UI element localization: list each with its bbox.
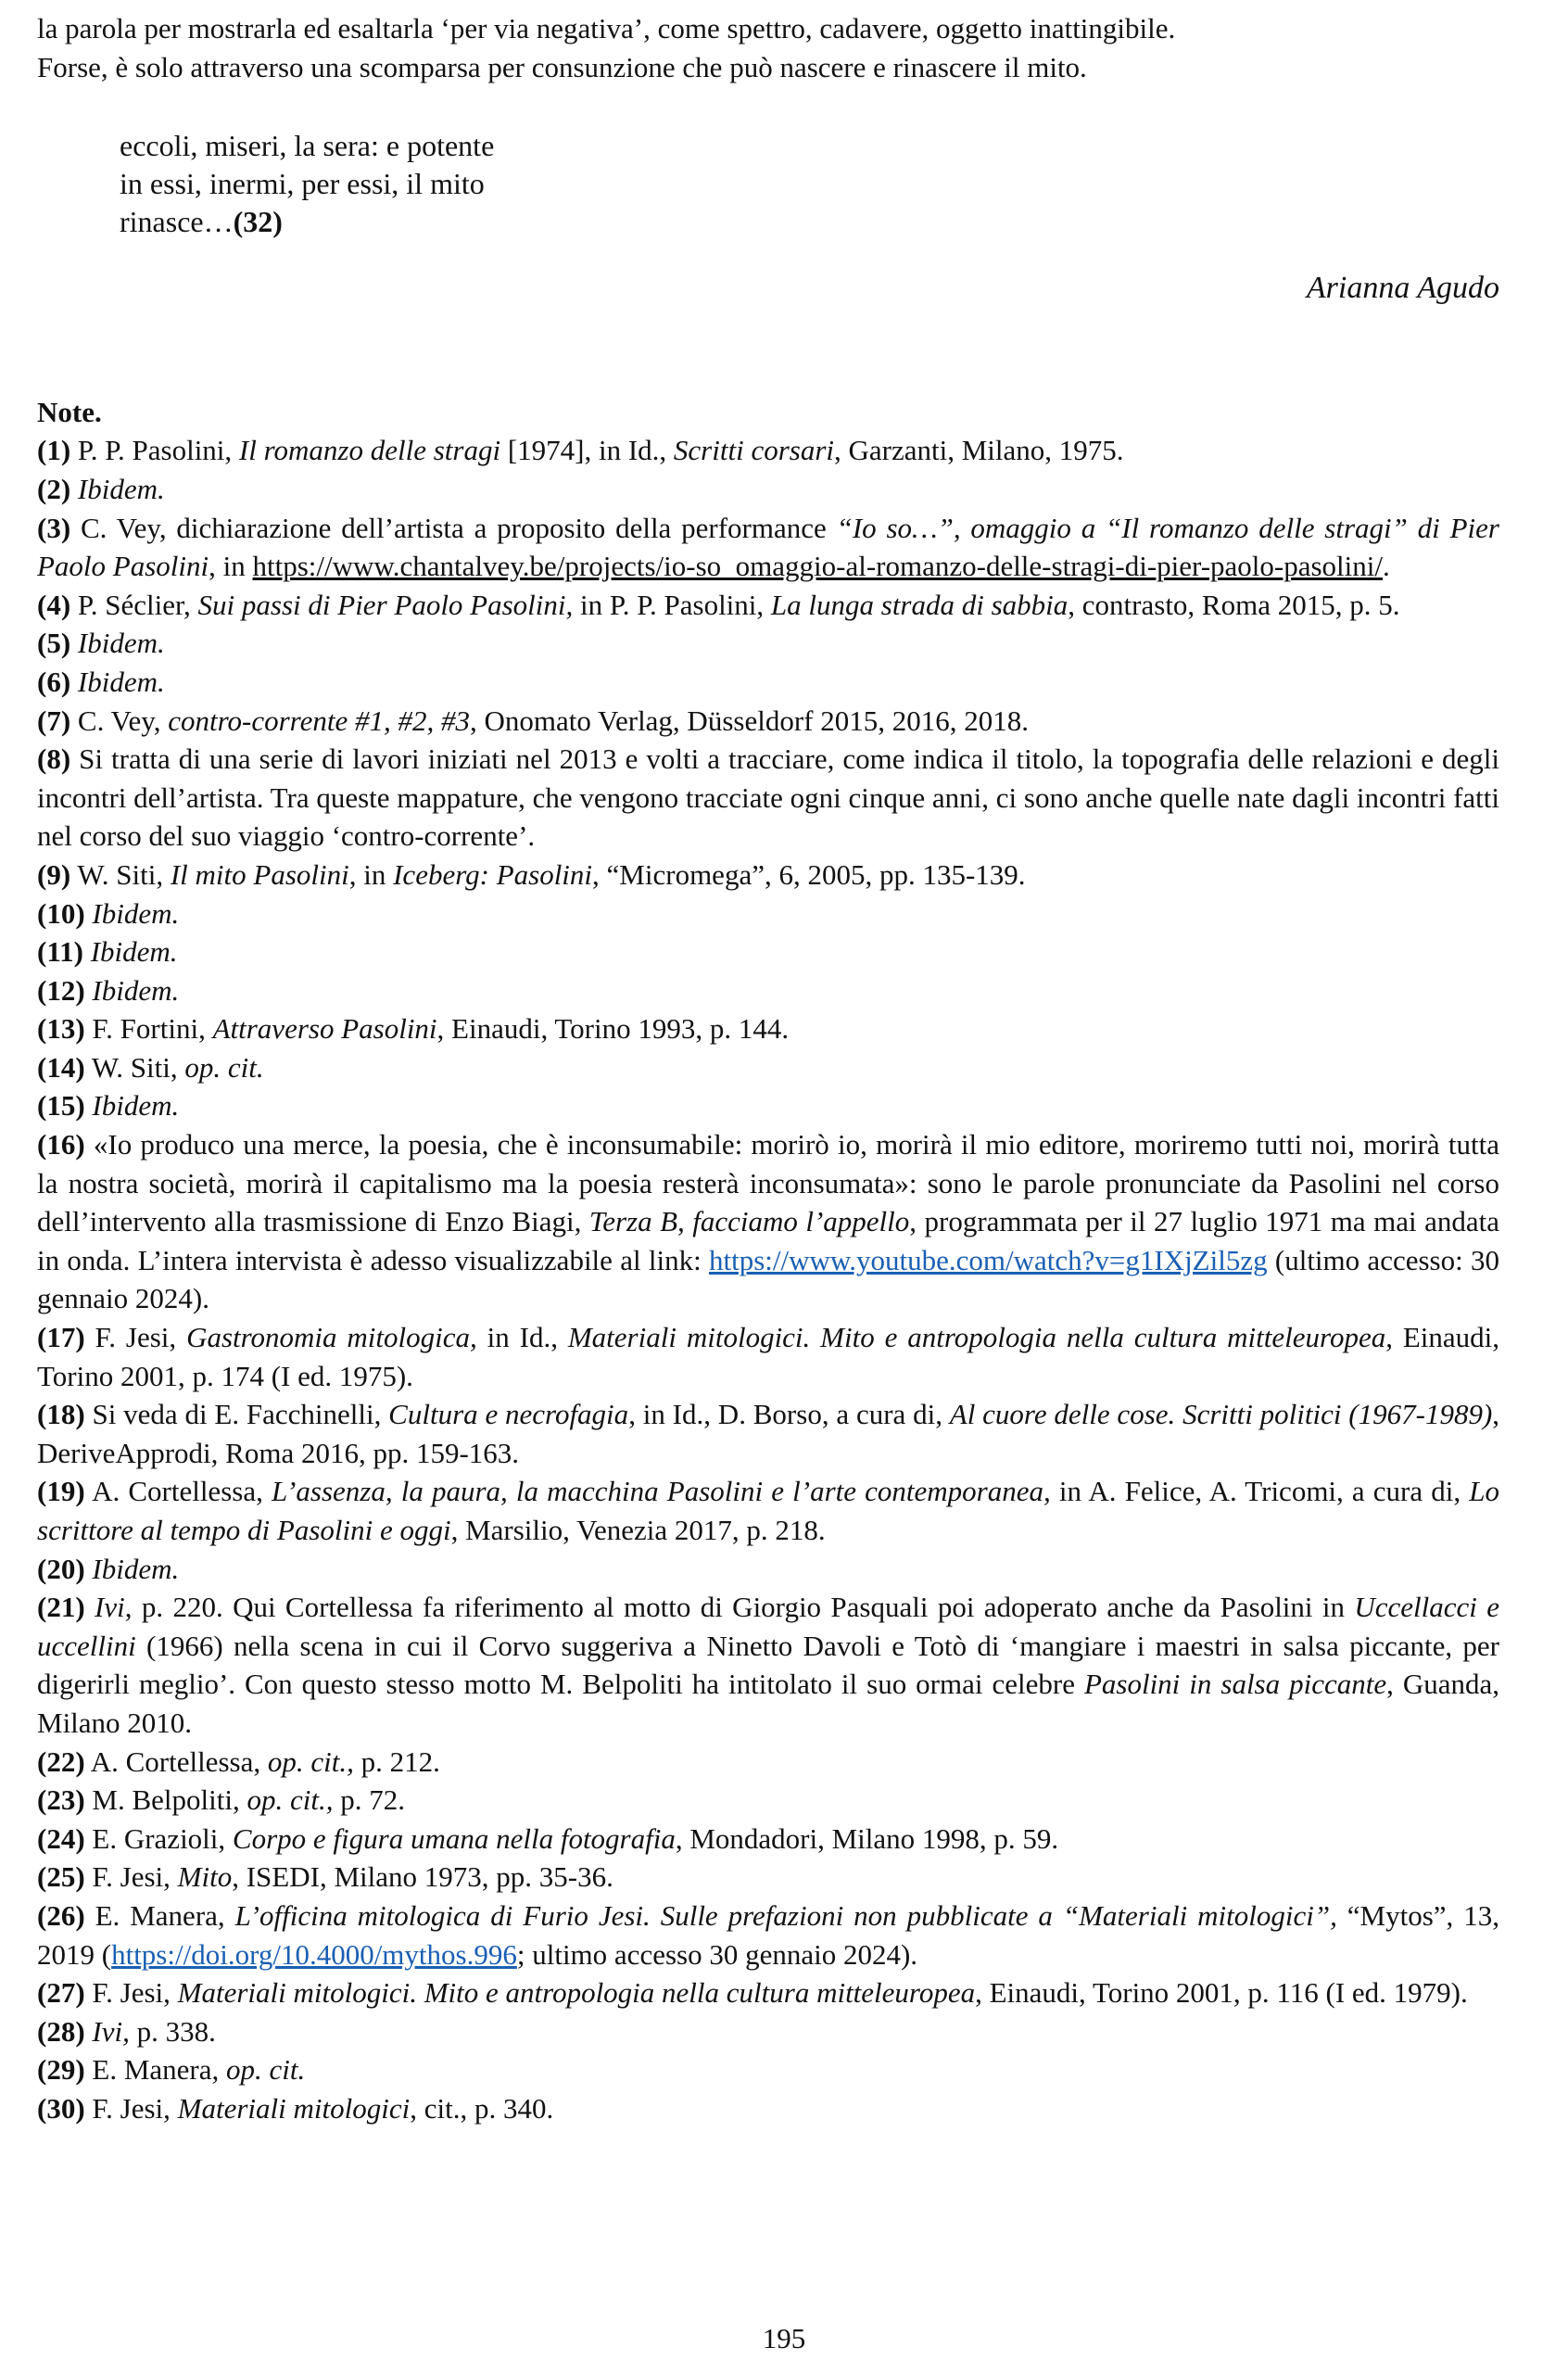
note-23: (23) M. Belpoliti, op. cit., p. 72. [37,1783,405,1817]
notes-heading: Note. [37,395,102,428]
note-number: (24) [37,1821,85,1855]
note-number: (3) [37,511,71,544]
note-1: (1) P. P. Pasolini, Il romanzo delle stragi [1974], in Id., Scritti corsari, Garzanti, Milano, 1975. [37,434,1124,467]
note-25: (25) F. Jesi, Mito, ISEDI, Milano 1973, pp. 35-36. [37,1860,613,1894]
page-number: 195 [762,2322,806,2354]
document-page [37,9,1499,2128]
note-number: (19) [37,1475,85,1508]
note-number: (26) [37,1898,85,1932]
note-number: (16) [37,1128,85,1161]
note-number: (13) [37,1012,85,1046]
note-28: (28) Ivi, p. 338. [37,2014,216,2048]
note-14: (14) W. Siti, op. cit. [37,1050,264,1084]
note-17: (17) F. Jesi, Gastronomia mitologica, in Id., Materiali mitologici. Mito e antropologia nella cultura mitteleuropea, Einaudi, Torino 2001, p. 174 (I ed. 1975). [37,1321,1500,1392]
note-number: (11) [37,935,83,969]
note-18: (18) Si veda di E. Facchinelli, Cultura e necrofagia, in Id., D. Borso, a cura di, Al cuore delle cose. Scritti politici (1967-1989), DeriveApprodi, Roma 2016, pp. 159-163. [37,1398,1500,1469]
note-9: (9) W. Siti, Il mito Pasolini, in Iceberg: Pasolini, “Micromega”, 6, 2005, pp. 135-139. [37,857,1026,891]
note-12: (12) Ibidem. [37,973,180,1007]
intro-line-1: la parola per mostrarla ed esaltarla ‘per via negativa’, come spettro, cadavere, oggetto inattingibile. [37,12,1176,44]
chantalvey-link[interactable]: https://www.chantalvey.be/projects/io-so_omaggio-al-romanzo-delle-stragi-di-pier-paolo-pasolini/ [252,550,1384,583]
note-29: (29) E. Manera, op. cit. [37,2053,306,2087]
note-10: (10) Ibidem. [37,896,180,930]
poem-line-3-text: rinasce… [120,205,234,239]
note-number: (28) [37,2014,85,2048]
note-7: (7) C. Vey, contro-corrente #1, #2, #3, Onomato Verlag, Düsseldorf 2015, 2016, 2018. [37,704,1029,737]
note-19: (19) A. Cortellessa, L’assenza, la paura, la macchina Pasolini e l’arte contemporanea, in A. Felice, A. Tricomi, a cura di, Lo scrittore al tempo di Pasolini e oggi, Marsilio, Venezia 2017, p. 218. [37,1475,1500,1546]
note-number: (9) [37,857,71,891]
author-signature: Arianna Agudo [1306,271,1499,306]
note-number: (7) [37,704,71,737]
note-number: (27) [37,1976,85,2010]
note-number: (22) [37,1745,85,1778]
note-22: (22) A. Cortellessa, op. cit., p. 212. [37,1745,440,1778]
youtube-link[interactable]: https://www.youtube.com/watch?v=g1IXjZil5zg [708,1243,1268,1276]
note-number: (29) [37,2053,85,2087]
note-26: (26) E. Manera, L’officina mitologica di Furio Jesi. Sulle prefazioni non pubblicate a “Materiali mitologici”, “Mytos”, 13, 2019 (https://doi.org/10.4000/mythos.996; ultimo accesso 30 gennaio 2024). [37,1898,1499,1971]
note-5: (5) Ibidem. [37,627,165,660]
poem-line-1: eccoli, miseri, la sera: e potente [120,129,495,163]
note-13: (13) F. Fortini, Attraverso Pasolini, Einaudi, Torino 1993, p. 144. [37,1012,790,1046]
note-4: (4) P. Séclier, Sui passi di Pier Paolo Pasolini, in P. P. Pasolini, La lunga strada di sabbia, contrasto, Roma 2015, p. 5. [37,588,1400,621]
note-16: (16) «Io produco una merce, la poesia, che è inconsumabile: morirò io, morirà il mio editore, moriremo tutti noi, morirà tutta la nostra società, morirà il capitalismo ma la poesia resterà inconsumata»: sono le parole pronunciate da Pasolini nel corso dell’intervento alla trasmissione di Enzo Biagi, Terza B, facciamo l’appello, programmata per il 27 luglio 1971 ma mai andata in onda. L’intera intervista è adesso visualizzabile al link: https://www.youtube.com/watch?v=g1IXjZil5zg (ultimo accesso: 30 gennaio 2024). [37,1128,1499,1315]
note-number: (23) [37,1783,85,1817]
note-11: (11) Ibidem. [37,935,178,969]
note-6: (6) Ibidem. [37,665,165,698]
poem-line-2: in essi, inermi, per essi, il mito [120,167,485,201]
note-8: (8) Si tratta di una serie di lavori iniziati nel 2013 e volti a tracciare, come indica il titolo, la topografia delle relazioni e degli incontri dell’artista. Tra queste mappature, che vengono tracciate ogni cinque anni, ci sono anche quelle nate dagli incontri fatti nel corso del suo viaggio ‘contro-corrente’. [37,742,1499,853]
note-20: (20) Ibidem. [37,1552,180,1585]
note-number: (5) [37,627,71,660]
poem-quote [120,127,1499,241]
note-number: (1) [37,434,71,467]
note-number: (15) [37,1089,85,1123]
note-24: (24) E. Grazioli, Corpo e figura umana nella fotografia, Mondadori, Milano 1998, p. 59. [37,1821,1059,1855]
note-number: (17) [37,1321,85,1354]
note-number: (2) [37,472,71,505]
intro-paragraph [37,9,1499,86]
intro-line-2: Forse, è solo attraverso una scomparsa per consunzione che può nascere e rinascere il mito. [37,50,1087,83]
note-3: (3) C. Vey, dichiarazione dell’artista a proposito della performance “Io so…”, omaggio a “Il romanzo delle stragi” di Pier Paolo Pasolini, in https://www.chantalvey.be/projects/io-so_omaggio-al-romanzo-delle-stragi-di-pier-paolo-pasolini/. [37,511,1499,583]
doi-link[interactable]: https://doi.org/10.4000/mythos.996 [111,1937,517,1971]
note-30: (30) F. Jesi, Materiali mitologici, cit., p. 340. [37,2091,554,2125]
note-21: (21) Ivi, p. 220. Qui Cortellessa fa riferimento al motto di Giorgio Pasquali poi adoperato anche da Pasolini in Uccellacci e uccellini (1966) nella scena in cui il Corvo suggeriva a Ninetto Davoli e Totò di ‘mangiare i maestri in salsa piccante, per digerirli meglio’. Con questo stesso motto M. Belpoliti ha intitolato il suo ormai celebre Pasolini in salsa piccante, Guanda, Milano 2010. [37,1591,1500,1739]
poem-line-3 [120,203,1499,241]
note-15: (15) Ibidem. [37,1089,180,1123]
note-27: (27) F. Jesi, Materiali mitologici. Mito e antropologia nella cultura mitteleuropea, Einaudi, Torino 2001, p. 116 (I ed. 1979). [37,1976,1468,2010]
note-number: (12) [37,973,85,1007]
note-number: (4) [37,588,71,621]
note-2: (2) Ibidem. [37,472,165,505]
note-number: (30) [37,2091,85,2125]
note-number: (18) [37,1398,85,1431]
note-number: (6) [37,665,71,698]
note-number: (21) [37,1591,85,1624]
notes-list [37,431,1499,2127]
note-number: (20) [37,1552,85,1585]
note-number: (14) [37,1050,85,1084]
note-number: (10) [37,896,85,930]
note-number: (8) [37,742,71,776]
note-number: (25) [37,1860,85,1894]
poem-footnote-ref: (32) [233,205,283,239]
